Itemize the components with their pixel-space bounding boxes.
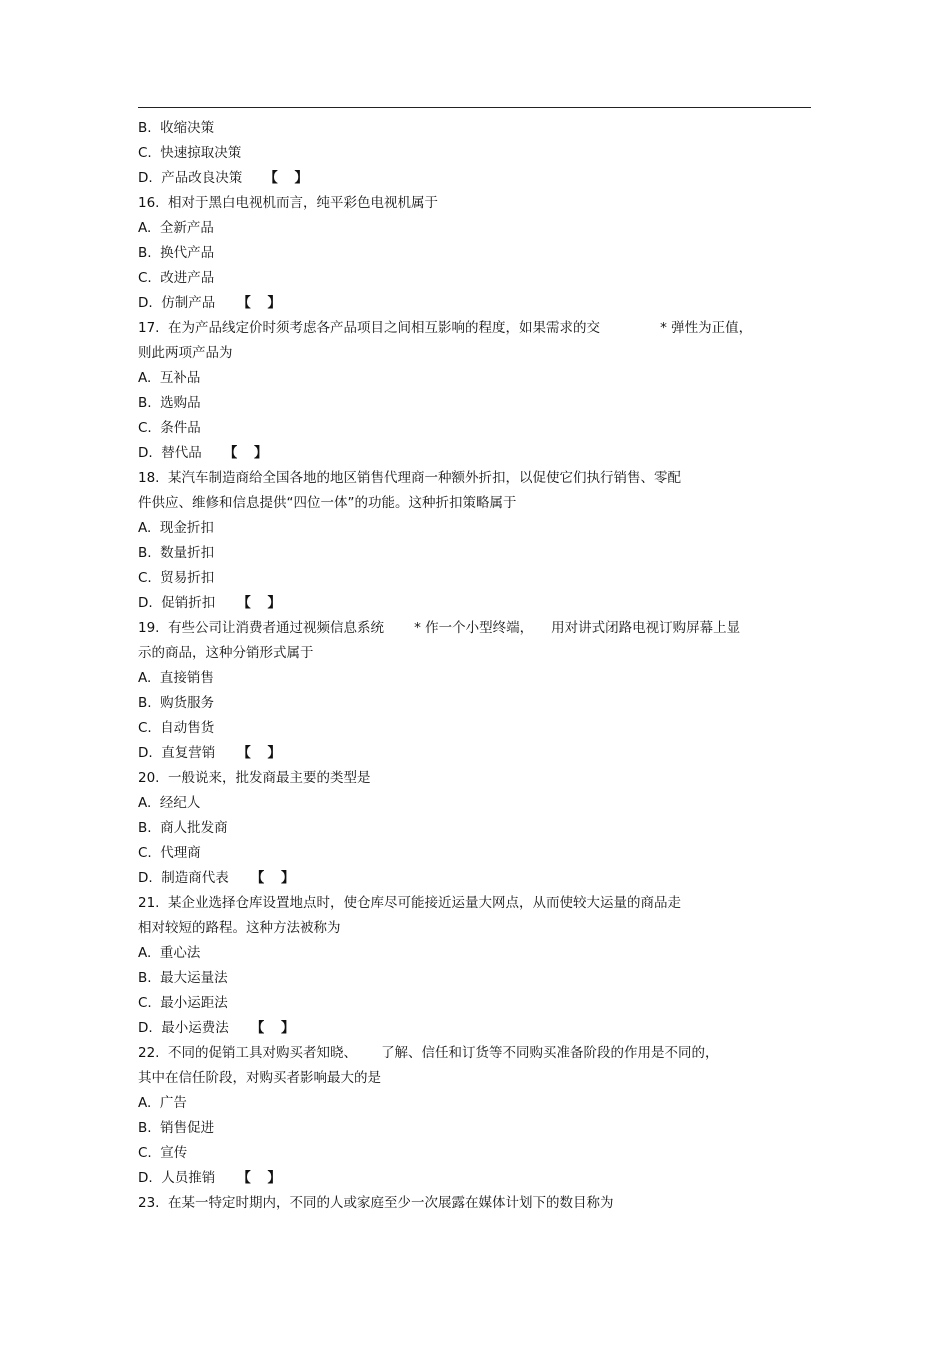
answer-bracket: 【 】: [250, 1020, 301, 1036]
option-a-line: A. 直接销售: [138, 670, 214, 686]
question-23: 23. 在某一特定时期内，不同的人或家庭至少一次展露在媒体计划下的数目称为: [138, 1195, 614, 1211]
answer-bracket: 【 】: [237, 1170, 287, 1186]
option-c-line: C. 代理商: [138, 845, 201, 861]
question-21: 21. 某企业选择仓库设置地点时，使仓库尽可能接近运量大网点，从而使较大运量的商品走: [138, 895, 682, 911]
question-22: 22. 不同的促销工具对购买者知晓、 了解、信任和订货等不同购买准备阶段的作用是不同的，: [138, 1045, 719, 1061]
option-a-line: A. 广告: [138, 1095, 187, 1111]
option-c-line: C. 贸易折扣: [138, 570, 215, 586]
option-c-line: C. 自动售货: [138, 720, 215, 736]
answer-bracket: 【 】: [237, 745, 287, 761]
question-20: 20. 一般说来，批发商最主要的类型是: [138, 770, 371, 786]
option-c-line: C. 最小运距法: [138, 995, 228, 1011]
question-18-cont: 件供应、维修和信息提供“四位一体”的功能。这种折扣策略属于: [138, 495, 517, 511]
question-17-cont: 则此两项产品为: [138, 345, 233, 361]
question-19-cont: 示的商品，这种分销形式属于: [138, 645, 314, 661]
option-b-line: B. 商人批发商: [138, 820, 228, 836]
option-b-line: B. 最大运量法: [138, 970, 228, 986]
option-a-line: A. 现金折扣: [138, 520, 214, 536]
option-d-line: D. 人员推销 【 】: [138, 1166, 813, 1191]
option-d-line: D. 替代品 【 】: [138, 441, 813, 466]
option-a-line: A. 互补品: [138, 370, 201, 386]
question-22-cont: 其中在信任阶段，对购买者影响最大的是: [138, 1070, 381, 1086]
option-b-line: B. 数量折扣: [138, 545, 215, 561]
question-21-cont: 相对较短的路程。这种方法被称为: [138, 920, 341, 936]
answer-bracket: 【 】: [237, 595, 287, 611]
option-d-line: D. 制造商代表 【 】: [138, 866, 813, 891]
question-list: [138, 116, 813, 1216]
option-d-line: D. 最小运费法 【 】: [138, 1016, 813, 1041]
option-c-line: C. 快速掠取决策: [138, 145, 242, 161]
question-19-tail-b: 用对讲式闭路电视订购屏幕上显: [551, 620, 741, 636]
option-d-line: D. 直复营销 【 】: [138, 741, 813, 766]
option-c-line: C. 宣传: [138, 1145, 188, 1161]
answer-bracket: 【 】: [250, 870, 301, 886]
answer-bracket: 【 】: [237, 295, 287, 311]
answer-bracket: 【 】: [264, 170, 314, 186]
option-c-line: C. 条件品: [138, 420, 201, 436]
option-b-line: B. 选购品: [138, 395, 201, 411]
option-d-line: D. 促销折扣 【 】: [138, 591, 813, 616]
option-c-line: C. 改进产品: [138, 270, 215, 286]
option-a-line: A. 重心法: [138, 945, 201, 961]
option-b-line: B. 换代产品: [138, 245, 215, 261]
answer-bracket: 【 】: [223, 445, 274, 461]
question-19-tail-a: * 作一个小型终端，: [414, 620, 534, 636]
option-a-line: A. 经纪人: [138, 795, 201, 811]
question-19: 19. 有些公司让消费者通过视频信息系统 * 作一个小型终端， 用对讲式闭路电视订购屏幕上显: [138, 620, 741, 636]
option-b-line: B. 销售促进: [138, 1120, 215, 1136]
option-b-line: B. 购货服务: [138, 695, 215, 711]
question-17-tail: * 弹性为正值，: [660, 320, 753, 336]
question-18: 18. 某汽车制造商给全国各地的地区销售代理商一种额外折扣，以促使它们执行销售、零配: [138, 470, 682, 486]
option-d-line: D. 仿制产品 【 】: [138, 291, 813, 316]
question-17: 17. 在为产品线定价时须考虑各产品项目之间相互影响的程度，如果需求的交 * 弹性为正值，: [138, 320, 753, 336]
question-16: 16. 相对于黑白电视机而言，纯平彩色电视机属于: [138, 195, 439, 211]
question-22-tail: 了解、信任和订货等不同购买准备阶段的作用是不同的，: [381, 1045, 719, 1061]
option-d-line: D. 产品改良决策 【 】: [138, 166, 813, 191]
option-a-line: A. 全新产品: [138, 220, 214, 236]
option-b-line: B. 收缩决策: [138, 120, 215, 136]
header-rule: [138, 107, 811, 108]
